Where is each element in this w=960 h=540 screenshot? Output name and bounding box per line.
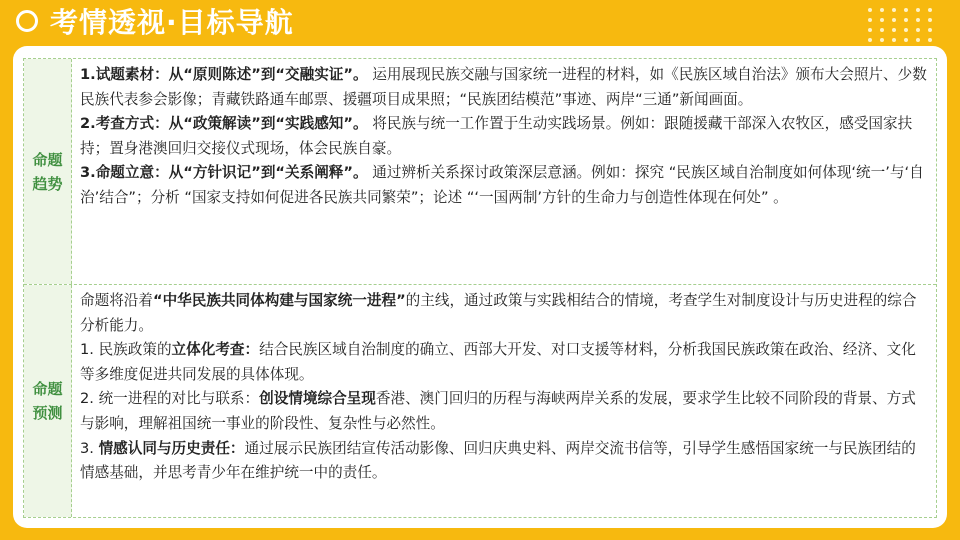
circle-icon (16, 10, 38, 32)
prediction-row (24, 285, 936, 517)
prediction-item-3-bold: 情感认同与历史责任： (98, 439, 245, 457)
prediction-intro-bold: “中华民族共同体构建与国家统一进程” (152, 292, 406, 309)
trend-item-3-text: 通过辨析关系探讨政策深层意涵。例如：探究 “民族区域自治制度如何体现‘统一’与‘自治’结合”；分析 “国家支持如何促进各民族共同繁荣”；论述 “‘一国两制’方针的生命力与创造性体现在何处” 。 (80, 164, 924, 206)
trend-content (80, 63, 928, 211)
prediction-item-2-bold: 创设情境综合呈现 (259, 390, 376, 408)
trend-item-3 (80, 161, 928, 210)
trend-item-2-text: 将民族与统一工作置于生动实践场景。例如：跟随援藏干部深入农牧区，感受国家扶持；置身港澳回归交接仪式现场，体会民族自豪。 (80, 115, 913, 157)
dot-grid-decoration (868, 8, 938, 42)
info-table (23, 58, 937, 518)
prediction-content (80, 289, 928, 486)
prediction-item-3-text: 通过展示民族团结宣传活动影像、回归庆典史料、两岸交流书信等，引导学生感悟国家统一与民族团结的情感基础，并思考青少年在维护统一中的责任。 (80, 439, 916, 482)
prediction-intro (80, 289, 928, 338)
trend-item-2-heading: 2.考查方式：从“政策解读”到“实践感知”。 (80, 115, 368, 133)
prediction-item-2 (80, 387, 928, 436)
prediction-label: 命题预测 (32, 380, 63, 422)
prediction-intro-pre: 命题将沿着 (80, 292, 153, 309)
trend-row (24, 59, 936, 285)
prediction-label-cell (24, 285, 72, 517)
trend-item-1-heading: 1.试题素材：从“原则陈述”到“交融实证”。 (80, 66, 368, 83)
prediction-item-2-pre: 2. 统一进程的对比与联系： (80, 390, 260, 408)
prediction-item-1 (80, 338, 928, 387)
header-bar (0, 0, 960, 46)
prediction-item-2-text: 香港、澳门回归的历程与海峡两岸关系的发展，要求学生比较不同阶段的背景、方式与影响，理解祖国统一事业的阶段性、复杂性与必然性。 (80, 390, 916, 432)
trend-item-1-text: 运用展现民族交融与国家统一进程的材料，如《民族区域自治法》颁布大会照片、少数民族代表参会影像；青藏铁路通车邮票、援疆项目成果照；“民族团结模范”事迹、两岸“三通”新闻画面。 (80, 66, 927, 108)
trend-item-1 (80, 63, 928, 112)
trend-label: 命题趋势 (32, 150, 63, 193)
prediction-item-3-pre: 3. (80, 439, 99, 457)
trend-item-2 (80, 112, 928, 161)
prediction-intro-post: 的主线，通过政策与实践相结合的情境，考查学生对制度设计与历史进程的综合分析能力。 (80, 292, 917, 334)
trend-label-cell (24, 59, 72, 284)
prediction-item-3 (80, 437, 928, 486)
prediction-item-1-text: 结合民族区域自治制度的确立、西部大开发、对口支援等材料，分析我国民族政策在政治、经济、文化等多维度促进共同发展的具体体现。 (80, 341, 916, 383)
prediction-item-1-pre: 1. 民族政策的 (80, 341, 172, 359)
page-title: 考情透视·目标导航 (50, 6, 294, 39)
trend-item-3-heading: 3.命题立意：从“方针识记”到“关系阐释”。 (80, 164, 368, 182)
prediction-item-1-bold: 立体化考查： (171, 341, 260, 359)
